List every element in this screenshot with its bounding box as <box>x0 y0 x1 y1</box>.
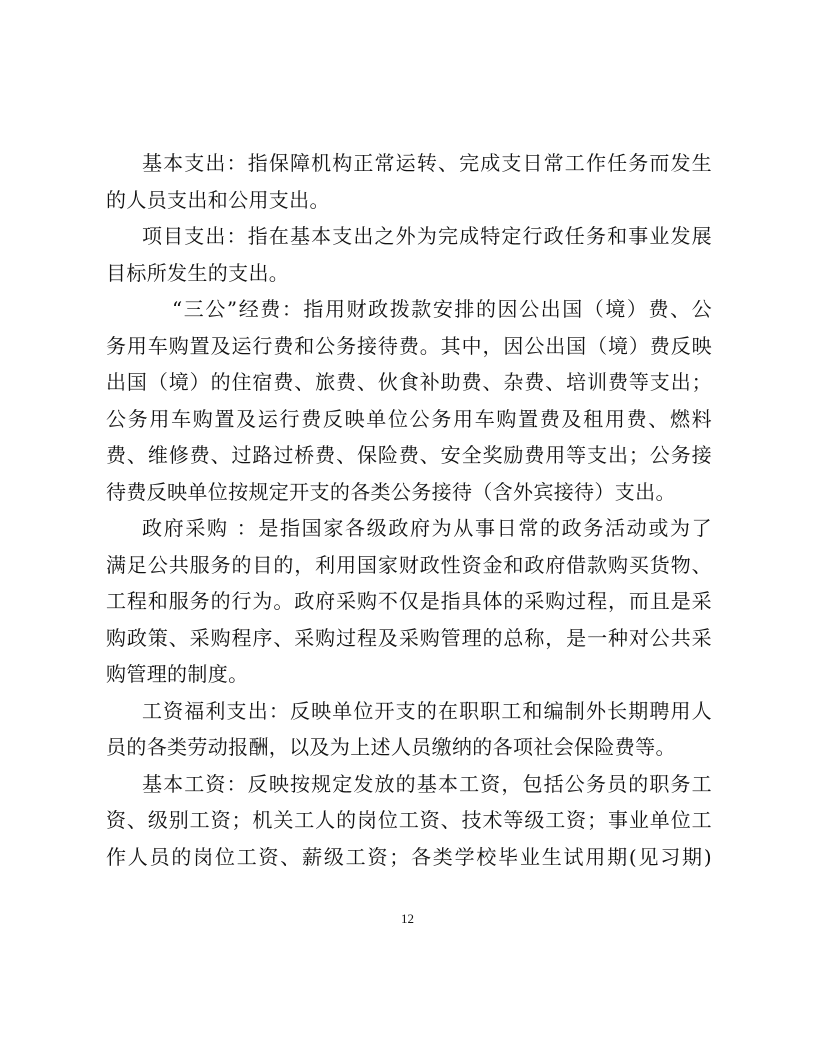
text-line: 资、级别工资；机关工人的岗位工资、技术等级工资；事业单位工 <box>106 808 712 832</box>
text-line: 目标所发生的支出。 <box>106 260 290 285</box>
text-line: 购政策、采购程序、采购过程及采购管理的总称，是一种对公共采 <box>106 625 712 650</box>
text-line: 公务用车购置及运行费反映单位公务用车购置费及租用费、燃料 <box>106 406 712 431</box>
text-line: 出国（境）的住宿费、旅费、伙食补助费、杂费、培训费等支出； <box>106 370 712 394</box>
text-line: 费、维修费、过路过桥费、保险费、安全奖励费用等支出；公务接 <box>106 443 712 467</box>
paragraph-government-procurement <box>106 510 712 693</box>
paragraph-salary-welfare <box>106 693 712 766</box>
body-text <box>106 145 712 875</box>
text-line: 项目支出：指在基本支出之外为完成特定行政任务和事业发展 <box>142 224 712 248</box>
text-line: 待费反映单位按规定开支的各类公务接待（含外宾接待）支出。 <box>106 479 676 504</box>
text-line: 务用车购置及运行费和公务接待费。其中，因公出国（境）费反映 <box>106 333 712 358</box>
text-line: “三公”经费：指用财政拨款安排的因公出国（境）费、公 <box>172 297 712 321</box>
text-line: 作人员的岗位工资、薪级工资；各类学校毕业生试用期(见习期) <box>106 844 712 869</box>
text-line: 满足公共服务的目的，利用国家财政性资金和政府借款购买货物、 <box>106 552 712 577</box>
paragraph-basic-expenditure <box>106 145 712 218</box>
text-line: 基本支出：指保障机构正常运转、完成支日常工作任务而发生 <box>142 151 712 175</box>
paragraph-basic-salary <box>106 766 712 876</box>
text-line: 基本工资：反映按规定发放的基本工资，包括公务员的职务工 <box>142 771 712 796</box>
paragraph-project-expenditure <box>106 218 712 291</box>
page-number: 12 <box>401 911 414 926</box>
text-line: 工程和服务的行为。政府采购不仅是指具体的采购过程，而且是采 <box>106 589 712 613</box>
text-line: 购管理的制度。 <box>106 662 249 686</box>
paragraph-three-public-funds <box>106 291 712 510</box>
text-line: 员的各类劳动报酬，以及为上述人员缴纳的各项社会保险费等。 <box>106 735 676 759</box>
text-line: 工资福利支出：反映单位开支的在职职工和编制外长期聘用人 <box>142 698 712 723</box>
text-line: 政府采购 ：是指国家各级政府为从事日常的政务活动或为了 <box>142 516 712 540</box>
text-line: 的人员支出和公用支出。 <box>106 187 330 212</box>
